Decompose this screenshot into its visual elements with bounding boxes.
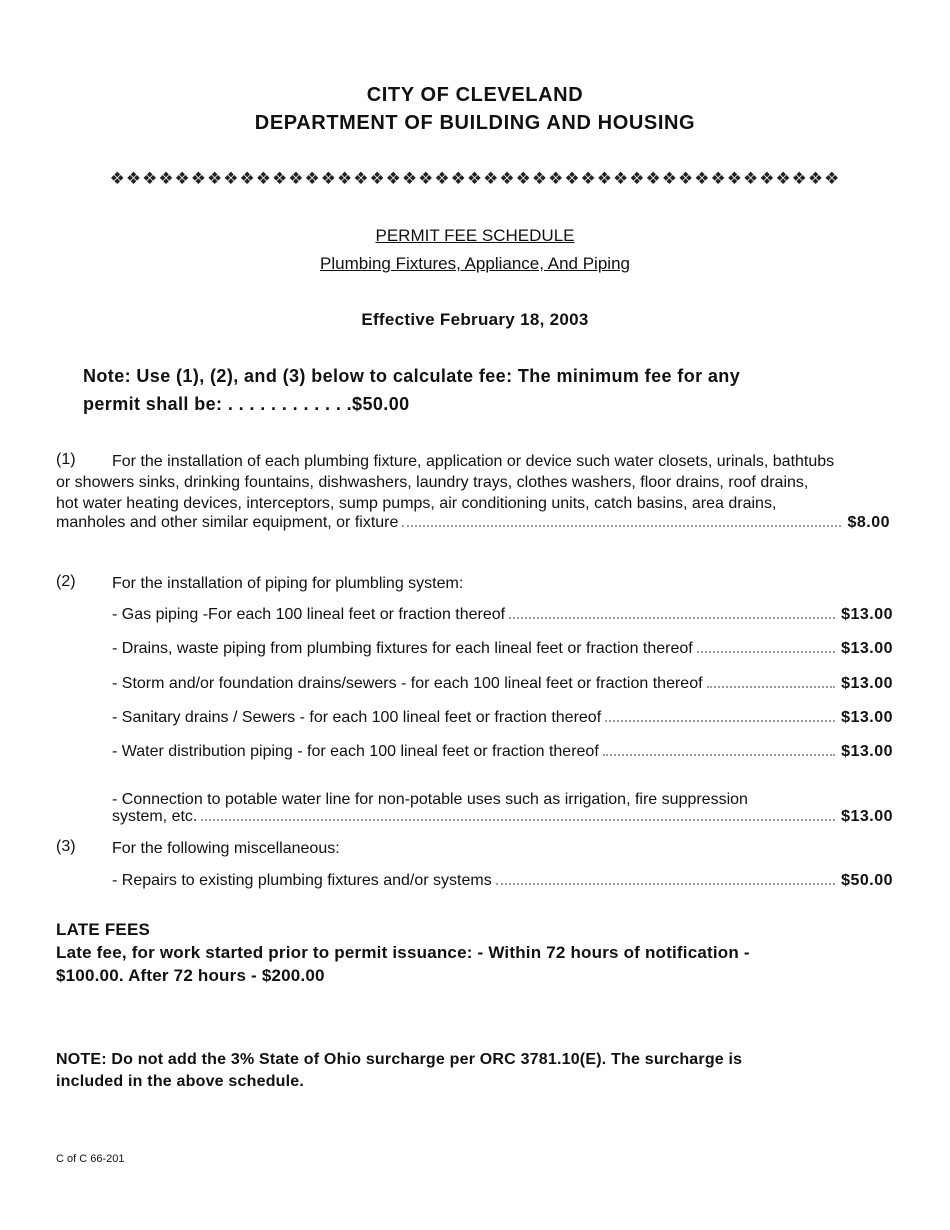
ornament-divider: ❖❖❖❖❖❖❖❖❖❖❖❖❖❖❖❖❖❖❖❖❖❖❖❖❖❖❖❖❖❖❖❖❖❖❖❖❖❖❖❖❖❖❖❖❖ xyxy=(109,169,841,188)
schedule-subtitle: Plumbing Fixtures, Appliance, And Piping xyxy=(320,254,630,273)
fee-row-text: - Gas piping -For each 100 lineal feet or fraction thereof xyxy=(112,606,506,623)
dot-leader xyxy=(496,883,835,885)
surcharge-note-line2: included in the above schedule. xyxy=(56,1073,305,1090)
minimum-fee-note xyxy=(83,362,923,418)
header-line1: CITY OF CLEVELAND xyxy=(366,84,584,106)
fee-row xyxy=(112,606,893,624)
repairs-fee-row xyxy=(112,872,893,890)
late-fees-block xyxy=(56,918,916,987)
minimum-fee-note-line1: Note: Use (1), (2), and (3) below to calculate fee: The minimum fee for any xyxy=(83,366,741,386)
connection-fee-row xyxy=(112,808,893,826)
section1-fee-row xyxy=(56,514,890,532)
fee-row-text: - Sanitary drains / Sewers - for each 100 lineal feet or fraction thereof xyxy=(112,709,602,726)
late-fees-heading: LATE FEES xyxy=(56,920,151,939)
section1-number: (1) xyxy=(56,451,76,468)
connection-line2: system, etc. xyxy=(112,808,198,825)
fee-row xyxy=(112,675,893,693)
section1-amount: $8.00 xyxy=(847,514,890,531)
fee-row-text: - Water distribution piping - for each 100 lineal feet or fraction thereof xyxy=(112,743,599,760)
dot-leader xyxy=(707,686,836,688)
dot-leader xyxy=(201,819,835,821)
dot-leader xyxy=(402,525,841,527)
section1-line2: or showers sinks, drinking fountains, dishwashers, laundry trays, clothes washers, floor drains, roof drains, xyxy=(56,474,809,491)
section1-line4: manholes and other similar equipment, or fixture xyxy=(56,514,399,531)
fee-row-text: - Drains, waste piping from plumbing fixtures for each lineal feet or fraction thereof xyxy=(112,640,693,657)
minimum-fee-note-line2: permit shall be: . . . . . . . . . . . .$50.00 xyxy=(83,394,410,414)
fee-row xyxy=(112,709,893,727)
fee-row-amount: $13.00 xyxy=(841,743,893,760)
section1-text xyxy=(56,451,906,514)
fee-row-text: - Storm and/or foundation drains/sewers - for each 100 lineal feet or fraction thereof xyxy=(112,675,703,692)
dot-leader xyxy=(603,754,835,756)
section1-line1: For the installation of each plumbing fixture, application or device such water closets, urinals, bathtubs xyxy=(112,453,835,470)
fee-row-amount: $13.00 xyxy=(841,675,893,692)
dot-leader xyxy=(509,617,835,619)
section2-number: (2) xyxy=(56,573,76,590)
footer-code: C of C 66-201 xyxy=(56,1153,125,1165)
dot-leader xyxy=(697,651,835,653)
late-fees-line1: Late fee, for work started prior to permit issuance: - Within 72 hours of notification - xyxy=(56,943,750,962)
connection-line1: - Connection to potable water line for non-potable uses such as irrigation, fire suppression xyxy=(112,791,748,808)
section3-heading: For the following miscellaneous: xyxy=(112,840,340,857)
fee-row-amount: $13.00 xyxy=(841,709,893,726)
surcharge-note xyxy=(56,1049,916,1093)
fee-row-amount: $13.00 xyxy=(841,640,893,657)
repairs-text: - Repairs to existing plumbing fixtures and/or systems xyxy=(112,872,492,889)
dot-leader xyxy=(605,720,835,722)
section2-heading: For the installation of piping for plumbling system: xyxy=(112,575,464,592)
effective-date: Effective February 18, 2003 xyxy=(361,310,589,329)
section3-number: (3) xyxy=(56,838,76,855)
connection-amount: $13.00 xyxy=(841,808,893,825)
fee-row xyxy=(112,743,893,761)
late-fees-line2: $100.00. After 72 hours - $200.00 xyxy=(56,966,325,985)
surcharge-note-line1: NOTE: Do not add the 3% State of Ohio surcharge per ORC 3781.10(E). The surcharge is xyxy=(56,1051,743,1068)
section1-line3: hot water heating devices, interceptors, sump pumps, air conditioning units, catch basins, area drains, xyxy=(56,495,777,512)
fee-row-amount: $13.00 xyxy=(841,606,893,623)
schedule-title: PERMIT FEE SCHEDULE xyxy=(375,226,575,245)
fee-row xyxy=(112,640,893,658)
repairs-amount: $50.00 xyxy=(841,872,893,889)
header-line2: DEPARTMENT OF BUILDING AND HOUSING xyxy=(254,112,696,134)
